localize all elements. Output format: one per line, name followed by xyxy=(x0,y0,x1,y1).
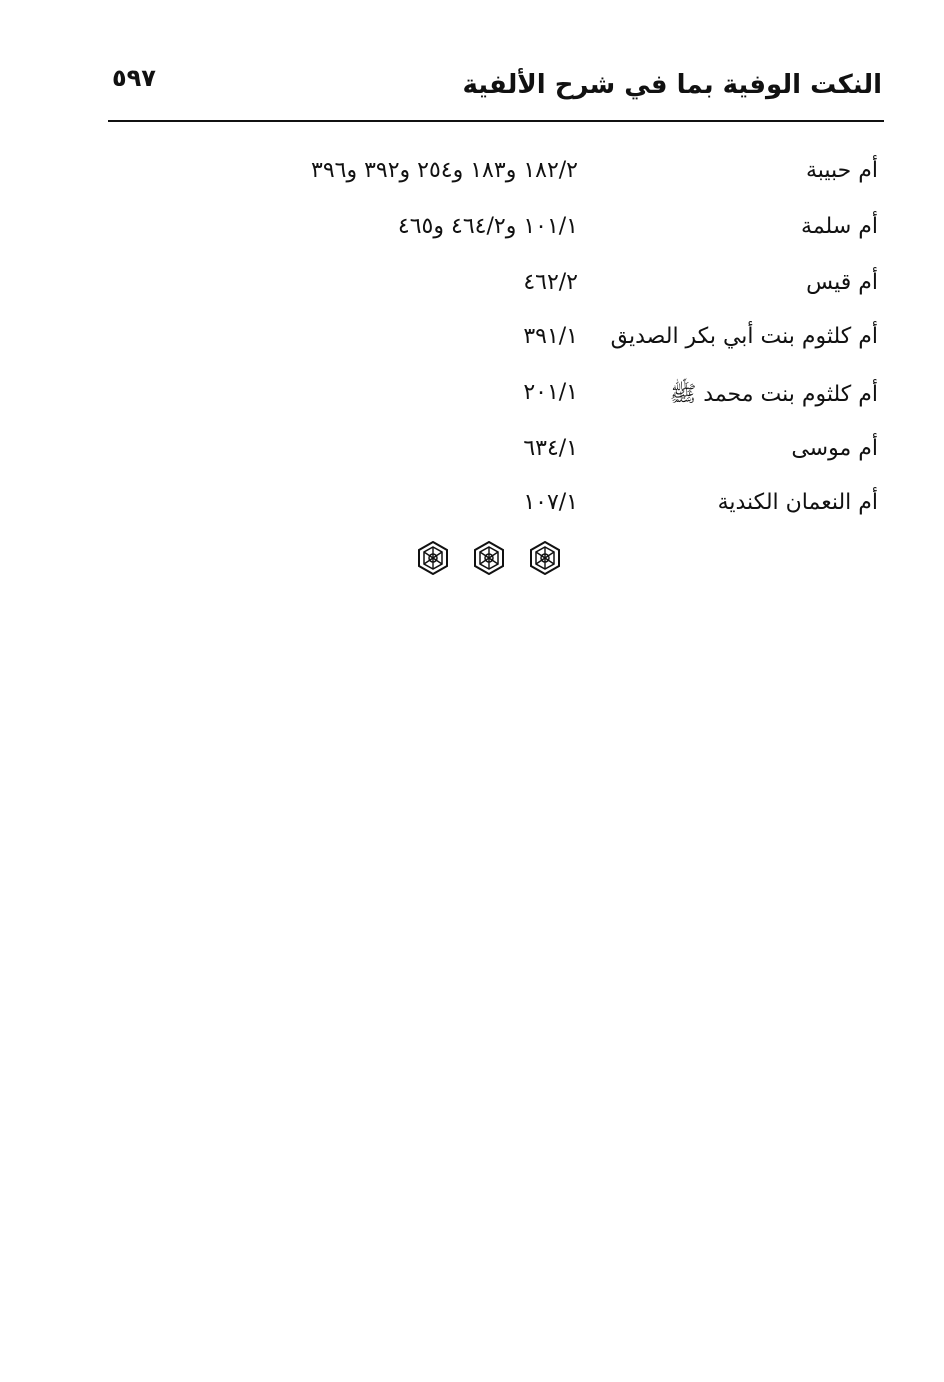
index-entry xyxy=(0,324,944,364)
rosette-ornament-icon xyxy=(528,541,562,575)
index-entry xyxy=(0,436,944,476)
entry-refs: ١٠٧/١ xyxy=(523,490,578,515)
end-ornaments xyxy=(416,540,566,576)
running-header xyxy=(108,62,884,122)
entry-name: أم موسى xyxy=(791,436,878,461)
rosette-ornament-icon xyxy=(472,541,506,575)
page-number: ٥٩٧ xyxy=(112,64,156,92)
entry-name: أم النعمان الكندية xyxy=(717,490,878,515)
index-entry xyxy=(0,214,944,254)
index-entry xyxy=(0,490,944,530)
entry-refs: ٦٣٤/١ xyxy=(523,436,578,461)
entry-refs: ٢٠١/١ xyxy=(523,380,578,405)
index-entry xyxy=(0,158,944,198)
entry-refs: ٣٩١/١ xyxy=(523,324,578,349)
index-entry xyxy=(0,270,944,310)
entry-name: أم كلثوم بنت محمد ﷺ xyxy=(669,382,878,407)
index-entry xyxy=(0,380,944,420)
entry-name: أم سلمة xyxy=(801,214,878,239)
entry-refs: ١٨٢/٢ و١٨٣ و٢٥٤ و٣٩٢ و٣٩٦ xyxy=(311,158,578,183)
entry-name: أم حبيبة xyxy=(805,158,878,183)
book-title: النكت الوفية بما في شرح الألفية xyxy=(462,70,882,100)
entry-refs: ٤٦٢/٢ xyxy=(523,270,578,295)
entry-name: أم قيس xyxy=(806,270,878,295)
header-rule xyxy=(108,120,884,122)
entry-refs: ١٠١/١ و٤٦٤/٢ و٤٦٥ xyxy=(397,214,578,239)
entry-name: أم كلثوم بنت أبي بكر الصديق xyxy=(610,324,878,349)
rosette-ornament-icon xyxy=(416,541,450,575)
